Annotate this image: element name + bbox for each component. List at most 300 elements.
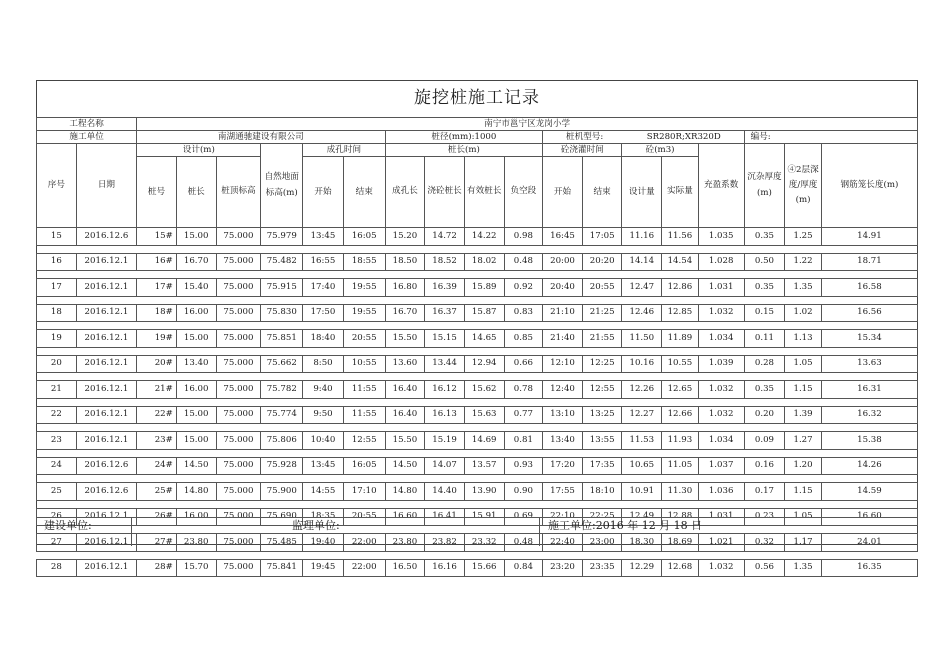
cell-design-volume: 12.26 [622, 381, 662, 399]
header-design-group: 设计(m) [137, 144, 261, 157]
cell-drill-start: 18:40 [303, 330, 344, 348]
cell-actual-volume: 14.54 [662, 253, 699, 271]
cell-drill-end: 19:55 [343, 279, 385, 297]
cell-design-length: 16.00 [176, 381, 216, 399]
cell-pile-top-elevation: 75.000 [216, 279, 261, 297]
cell-drill-start: 18:35 [303, 508, 344, 526]
cell-cage-length: 16.58 [821, 279, 917, 297]
cell-drill-end: 16:05 [343, 457, 385, 475]
row-spacer [37, 347, 918, 355]
cell-pour-end: 17:05 [582, 228, 622, 246]
cell-ground-elevation: 75.928 [261, 457, 303, 475]
cell-pour-end: 20:20 [582, 253, 622, 271]
cell-fill-coefficient: 1.032 [698, 559, 744, 577]
row-spacer-cell [37, 245, 918, 253]
cell-drill-end: 20:55 [343, 330, 385, 348]
cell-pour-length: 16.12 [425, 381, 465, 399]
cell-design-volume: 14.14 [622, 253, 662, 271]
cell-seq: 22 [37, 406, 77, 424]
cell-design-volume: 12.27 [622, 406, 662, 424]
header-pour-time-group: 砼浇灌时间 [543, 144, 622, 157]
construction-unit-label: 施工单位 [37, 131, 137, 144]
cell-pour-start: 20:00 [543, 253, 583, 271]
cell-pour-end: 13:25 [582, 406, 622, 424]
row-spacer [37, 398, 918, 406]
cell-effective-length: 15.63 [464, 406, 504, 424]
cell-sediment-thickness: 0.17 [744, 483, 785, 501]
machine-model-label: 桩机型号: [566, 131, 604, 142]
table-row [37, 559, 918, 577]
row-spacer [37, 271, 918, 279]
cell-pile-no: 22# [137, 406, 177, 424]
cell-cage-length: 16.31 [821, 381, 917, 399]
cell-pile-no: 28# [137, 559, 177, 577]
row-spacer [37, 296, 918, 304]
cell-empty-section: 0.78 [504, 381, 543, 399]
cell-layer-depth: 1.13 [785, 330, 822, 348]
cell-seq: 24 [37, 457, 77, 475]
cell-design-volume: 18.30 [622, 534, 662, 552]
cell-design-length: 15.00 [176, 406, 216, 424]
cell-design-length: 16.70 [176, 253, 216, 271]
cell-sediment-thickness: 0.35 [744, 381, 785, 399]
cell-hole-length: 15.50 [385, 432, 425, 450]
cell-design-volume: 12.47 [622, 279, 662, 297]
cell-pour-end: 21:25 [582, 304, 622, 322]
cell-design-length: 16.00 [176, 304, 216, 322]
cell-empty-section: 0.83 [504, 304, 543, 322]
cell-cage-length: 16.35 [821, 559, 917, 577]
cell-pour-length: 14.40 [425, 483, 465, 501]
cell-hole-length: 15.50 [385, 330, 425, 348]
cell-drill-start: 8:50 [303, 355, 344, 373]
cell-fill-coefficient: 1.035 [698, 228, 744, 246]
cell-drill-start: 19:45 [303, 559, 344, 577]
cell-date: 2016.12.1 [76, 355, 137, 373]
table-row [37, 406, 918, 424]
cell-actual-volume: 11.89 [662, 330, 699, 348]
cell-effective-length: 15.87 [464, 304, 504, 322]
cell-seq: 27 [37, 534, 77, 552]
row-spacer-cell [37, 449, 918, 457]
cell-effective-length: 15.62 [464, 381, 504, 399]
cell-date: 2016.12.6 [76, 457, 137, 475]
table-row [37, 330, 918, 348]
cell-effective-length: 13.57 [464, 457, 504, 475]
cell-empty-section: 0.92 [504, 279, 543, 297]
row-spacer-cell [37, 398, 918, 406]
cell-drill-start: 17:40 [303, 279, 344, 297]
cell-sediment-thickness: 0.23 [744, 508, 785, 526]
table-row [37, 457, 918, 475]
cell-pile-top-elevation: 75.000 [216, 253, 261, 271]
cell-pour-start: 17:55 [543, 483, 583, 501]
cell-fill-coefficient: 1.021 [698, 534, 744, 552]
cell-drill-end: 10:55 [343, 355, 385, 373]
machine-model-value: SR280R;XR320D [646, 131, 721, 142]
cell-pour-end: 23:35 [582, 559, 622, 577]
cell-pour-length: 16.41 [425, 508, 465, 526]
cell-seq: 25 [37, 483, 77, 501]
cell-cage-length: 15.34 [821, 330, 917, 348]
header-empty-section: 负空段 [504, 157, 543, 228]
header-hole-length: 成孔长 [385, 157, 425, 228]
cell-pile-top-elevation: 75.000 [216, 228, 261, 246]
cell-pile-no: 18# [137, 304, 177, 322]
cell-pile-no: 15# [137, 228, 177, 246]
cell-empty-section: 0.48 [504, 253, 543, 271]
cell-sediment-thickness: 0.20 [744, 406, 785, 424]
supervisor-unit-label: 监理单位: [131, 518, 533, 546]
cell-drill-start: 16:55 [303, 253, 344, 271]
cell-sediment-thickness: 0.35 [744, 228, 785, 246]
header-pile-length-group: 桩长(m) [385, 144, 543, 157]
project-name-value: 南宁市邕宁区龙岗小学 [137, 118, 918, 131]
cell-seq: 18 [37, 304, 77, 322]
cell-sediment-thickness: 0.16 [744, 457, 785, 475]
header-cage-length: 钢筋笼长度(m) [821, 144, 917, 228]
cell-fill-coefficient: 1.034 [698, 330, 744, 348]
cell-seq: 17 [37, 279, 77, 297]
table-row [37, 228, 918, 246]
cell-pile-no: 19# [137, 330, 177, 348]
cell-pour-start: 21:40 [543, 330, 583, 348]
cell-pour-start: 21:10 [543, 304, 583, 322]
cell-seq: 26 [37, 508, 77, 526]
cell-ground-elevation: 75.915 [261, 279, 303, 297]
cell-drill-start: 17:50 [303, 304, 344, 322]
cell-design-volume: 11.50 [622, 330, 662, 348]
cell-pour-start: 22:40 [543, 534, 583, 552]
cell-pile-no: 21# [137, 381, 177, 399]
header-ground-elevation: 自然地面标高(m) [261, 144, 303, 228]
row-spacer [37, 475, 918, 483]
cell-pour-length: 16.13 [425, 406, 465, 424]
cell-pour-length: 16.37 [425, 304, 465, 322]
header-pour-start: 开始 [543, 157, 583, 228]
cell-empty-section: 0.90 [504, 483, 543, 501]
header-concrete-group: 砼(m3) [622, 144, 698, 157]
cell-sediment-thickness: 0.35 [744, 279, 785, 297]
row-spacer [37, 424, 918, 432]
row-spacer [37, 373, 918, 381]
cell-empty-section: 0.66 [504, 355, 543, 373]
cell-fill-coefficient: 1.031 [698, 508, 744, 526]
construction-unit-value: 南湖通驰建设有限公司 [137, 131, 385, 144]
cell-actual-volume: 11.30 [662, 483, 699, 501]
cell-drill-end: 17:10 [343, 483, 385, 501]
cell-design-length: 15.00 [176, 228, 216, 246]
cell-date: 2016.12.6 [76, 228, 137, 246]
cell-layer-depth: 1.05 [785, 355, 822, 373]
cell-drill-start: 13:45 [303, 457, 344, 475]
row-spacer-cell [37, 424, 918, 432]
cell-pour-end: 13:55 [582, 432, 622, 450]
table-row [37, 253, 918, 271]
cell-ground-elevation: 75.900 [261, 483, 303, 501]
cell-drill-end: 19:55 [343, 304, 385, 322]
cell-pile-no: 20# [137, 355, 177, 373]
cell-pile-top-elevation: 75.000 [216, 304, 261, 322]
cell-pour-end: 23:00 [582, 534, 622, 552]
cell-drill-end: 18:55 [343, 253, 385, 271]
cell-seq: 16 [37, 253, 77, 271]
cell-pour-start: 13:10 [543, 406, 583, 424]
cell-cage-length: 16.60 [821, 508, 917, 526]
cell-ground-elevation: 75.690 [261, 508, 303, 526]
cell-date: 2016.12.6 [76, 483, 137, 501]
cell-pour-end: 21:55 [582, 330, 622, 348]
row-spacer [37, 245, 918, 253]
cell-drill-end: 22:00 [343, 559, 385, 577]
cell-seq: 21 [37, 381, 77, 399]
cell-fill-coefficient: 1.028 [698, 253, 744, 271]
cell-hole-length: 14.50 [385, 457, 425, 475]
header-drill-start: 开始 [303, 157, 344, 228]
cell-date: 2016.12.1 [76, 279, 137, 297]
cell-drill-end: 22:00 [343, 534, 385, 552]
contractor-unit-date: 施工单位:2016 年 12 月 18 日 [539, 518, 918, 546]
cell-hole-length: 16.80 [385, 279, 425, 297]
row-spacer-cell [37, 500, 918, 508]
cell-hole-length: 16.70 [385, 304, 425, 322]
cell-design-length: 14.80 [176, 483, 216, 501]
cell-pour-start: 22:10 [543, 508, 583, 526]
cell-date: 2016.12.1 [76, 304, 137, 322]
cell-sediment-thickness: 0.32 [744, 534, 785, 552]
cell-effective-length: 18.02 [464, 253, 504, 271]
cell-design-length: 15.70 [176, 559, 216, 577]
table-row [37, 432, 918, 450]
cell-pile-no: 16# [137, 253, 177, 271]
cell-pour-end: 12:55 [582, 381, 622, 399]
cell-pour-start: 23:20 [543, 559, 583, 577]
cell-ground-elevation: 75.662 [261, 355, 303, 373]
cell-cage-length: 15.38 [821, 432, 917, 450]
cell-layer-depth: 1.15 [785, 381, 822, 399]
cell-pour-end: 12:25 [582, 355, 622, 373]
table-row [37, 304, 918, 322]
cell-pour-length: 15.19 [425, 432, 465, 450]
cell-hole-length: 16.50 [385, 559, 425, 577]
header-sediment-thickness: 沉杂厚度(m) [744, 144, 785, 228]
cell-pour-length: 16.39 [425, 279, 465, 297]
cell-pour-start: 17:20 [543, 457, 583, 475]
cell-date: 2016.12.1 [76, 534, 137, 552]
cell-design-length: 15.00 [176, 330, 216, 348]
cell-effective-length: 14.22 [464, 228, 504, 246]
cell-pile-top-elevation: 75.000 [216, 457, 261, 475]
cell-date: 2016.12.1 [76, 432, 137, 450]
cell-drill-start: 19:40 [303, 534, 344, 552]
cell-pour-length: 13.44 [425, 355, 465, 373]
row-spacer-cell [37, 271, 918, 279]
cell-date: 2016.12.1 [76, 381, 137, 399]
cell-design-volume: 11.16 [622, 228, 662, 246]
pile-machine-model [543, 131, 744, 144]
cell-sediment-thickness: 0.28 [744, 355, 785, 373]
cell-fill-coefficient: 1.032 [698, 381, 744, 399]
cell-effective-length: 15.91 [464, 508, 504, 526]
cell-effective-length: 14.65 [464, 330, 504, 348]
cell-design-volume: 11.53 [622, 432, 662, 450]
header-pile-top-elevation: 桩顶标高 [216, 157, 261, 228]
signature-footer [36, 517, 918, 546]
cell-actual-volume: 11.05 [662, 457, 699, 475]
cell-hole-length: 23.80 [385, 534, 425, 552]
header-effective-length: 有效桩长 [464, 157, 504, 228]
cell-ground-elevation: 75.806 [261, 432, 303, 450]
cell-layer-depth: 1.22 [785, 253, 822, 271]
cell-cage-length: 14.59 [821, 483, 917, 501]
cell-empty-section: 0.48 [504, 534, 543, 552]
cell-design-length: 15.00 [176, 432, 216, 450]
cell-pile-top-elevation: 75.000 [216, 381, 261, 399]
cell-actual-volume: 12.68 [662, 559, 699, 577]
client-unit-label: 建设单位: [44, 519, 92, 532]
cell-empty-section: 0.69 [504, 508, 543, 526]
cell-pile-top-elevation: 75.000 [216, 330, 261, 348]
cell-fill-coefficient: 1.031 [698, 279, 744, 297]
cell-date: 2016.12.1 [76, 508, 137, 526]
row-spacer-cell [37, 551, 918, 559]
cell-empty-section: 0.98 [504, 228, 543, 246]
cell-empty-section: 0.81 [504, 432, 543, 450]
cell-design-length: 23.80 [176, 534, 216, 552]
row-spacer-cell [37, 322, 918, 330]
cell-layer-depth: 1.17 [785, 534, 822, 552]
row-spacer-cell [37, 296, 918, 304]
cell-drill-end: 11:55 [343, 381, 385, 399]
pile-diameter: 桩径(mm):1000 [385, 131, 543, 144]
header-pour-length: 浇砼桩长 [425, 157, 465, 228]
cell-actual-volume: 11.93 [662, 432, 699, 450]
cell-empty-section: 0.85 [504, 330, 543, 348]
cell-cage-length: 18.71 [821, 253, 917, 271]
row-spacer [37, 500, 918, 508]
cell-design-volume: 10.91 [622, 483, 662, 501]
cell-date: 2016.12.1 [76, 253, 137, 271]
cell-seq: 19 [37, 330, 77, 348]
table-row [37, 279, 918, 297]
cell-pour-length: 15.15 [425, 330, 465, 348]
cell-date: 2016.12.1 [76, 330, 137, 348]
cell-design-length: 14.50 [176, 457, 216, 475]
cell-drill-end: 12:55 [343, 432, 385, 450]
pile-record-table [36, 117, 918, 577]
cell-layer-depth: 1.02 [785, 304, 822, 322]
cell-ground-elevation: 75.851 [261, 330, 303, 348]
cell-pile-no: 23# [137, 432, 177, 450]
header-design-length: 桩长 [176, 157, 216, 228]
cell-pour-start: 13:40 [543, 432, 583, 450]
cell-actual-volume: 12.85 [662, 304, 699, 322]
record-number-label: 编号: [744, 131, 917, 144]
cell-actual-volume: 12.88 [662, 508, 699, 526]
cell-cage-length: 14.26 [821, 457, 917, 475]
cell-drill-start: 13:45 [303, 228, 344, 246]
cell-empty-section: 0.77 [504, 406, 543, 424]
cell-pour-end: 20:55 [582, 279, 622, 297]
row-spacer-cell [37, 373, 918, 381]
row-spacer [37, 322, 918, 330]
cell-pile-no: 17# [137, 279, 177, 297]
cell-pile-top-elevation: 75.000 [216, 432, 261, 450]
cell-pour-length: 18.52 [425, 253, 465, 271]
cell-effective-length: 15.66 [464, 559, 504, 577]
cell-pour-start: 12:40 [543, 381, 583, 399]
cell-pour-start: 20:40 [543, 279, 583, 297]
header-pile-no: 桩号 [137, 157, 177, 228]
cell-pile-top-elevation: 75.000 [216, 483, 261, 501]
cell-sediment-thickness: 0.50 [744, 253, 785, 271]
cell-hole-length: 16.40 [385, 406, 425, 424]
cell-date: 2016.12.1 [76, 559, 137, 577]
cell-cage-length: 16.32 [821, 406, 917, 424]
cell-layer-depth: 1.20 [785, 457, 822, 475]
cell-pour-start: 16:45 [543, 228, 583, 246]
cell-empty-section: 0.93 [504, 457, 543, 475]
cell-effective-length: 15.89 [464, 279, 504, 297]
cell-design-volume: 12.29 [622, 559, 662, 577]
cell-design-length: 16.00 [176, 508, 216, 526]
table-row [37, 483, 918, 501]
cell-ground-elevation: 75.979 [261, 228, 303, 246]
cell-pile-top-elevation: 75.000 [216, 559, 261, 577]
cell-pour-length: 14.72 [425, 228, 465, 246]
cell-pour-end: 17:35 [582, 457, 622, 475]
cell-drill-start: 9:40 [303, 381, 344, 399]
table-row [37, 355, 918, 373]
cell-design-length: 13.40 [176, 355, 216, 373]
cell-layer-depth: 1.39 [785, 406, 822, 424]
header-fill-coefficient: 充盈系数 [698, 144, 744, 228]
cell-fill-coefficient: 1.032 [698, 304, 744, 322]
cell-pour-length: 14.07 [425, 457, 465, 475]
header-date: 日期 [76, 144, 137, 228]
cell-pour-length: 23.82 [425, 534, 465, 552]
cell-sediment-thickness: 0.09 [744, 432, 785, 450]
cell-drill-start: 9:50 [303, 406, 344, 424]
cell-pile-top-elevation: 75.000 [216, 508, 261, 526]
cell-fill-coefficient: 1.036 [698, 483, 744, 501]
cell-seq: 15 [37, 228, 77, 246]
row-spacer-cell [37, 475, 918, 483]
cell-hole-length: 16.40 [385, 381, 425, 399]
cell-actual-volume: 12.65 [662, 381, 699, 399]
cell-pile-no: 24# [137, 457, 177, 475]
cell-sediment-thickness: 0.15 [744, 304, 785, 322]
table-row [37, 381, 918, 399]
row-spacer [37, 551, 918, 559]
cell-hole-length: 14.80 [385, 483, 425, 501]
cell-hole-length: 15.20 [385, 228, 425, 246]
cell-drill-end: 16:05 [343, 228, 385, 246]
cell-ground-elevation: 75.830 [261, 304, 303, 322]
cell-layer-depth: 1.27 [785, 432, 822, 450]
cell-ground-elevation: 75.482 [261, 253, 303, 271]
cell-date: 2016.12.1 [76, 406, 137, 424]
cell-sediment-thickness: 0.56 [744, 559, 785, 577]
cell-pile-top-elevation: 75.000 [216, 355, 261, 373]
cell-pour-length: 16.16 [425, 559, 465, 577]
cell-effective-length: 13.90 [464, 483, 504, 501]
cell-pile-no: 26# [137, 508, 177, 526]
cell-actual-volume: 12.86 [662, 279, 699, 297]
cell-drill-start: 14:55 [303, 483, 344, 501]
cell-fill-coefficient: 1.037 [698, 457, 744, 475]
cell-hole-length: 13.60 [385, 355, 425, 373]
